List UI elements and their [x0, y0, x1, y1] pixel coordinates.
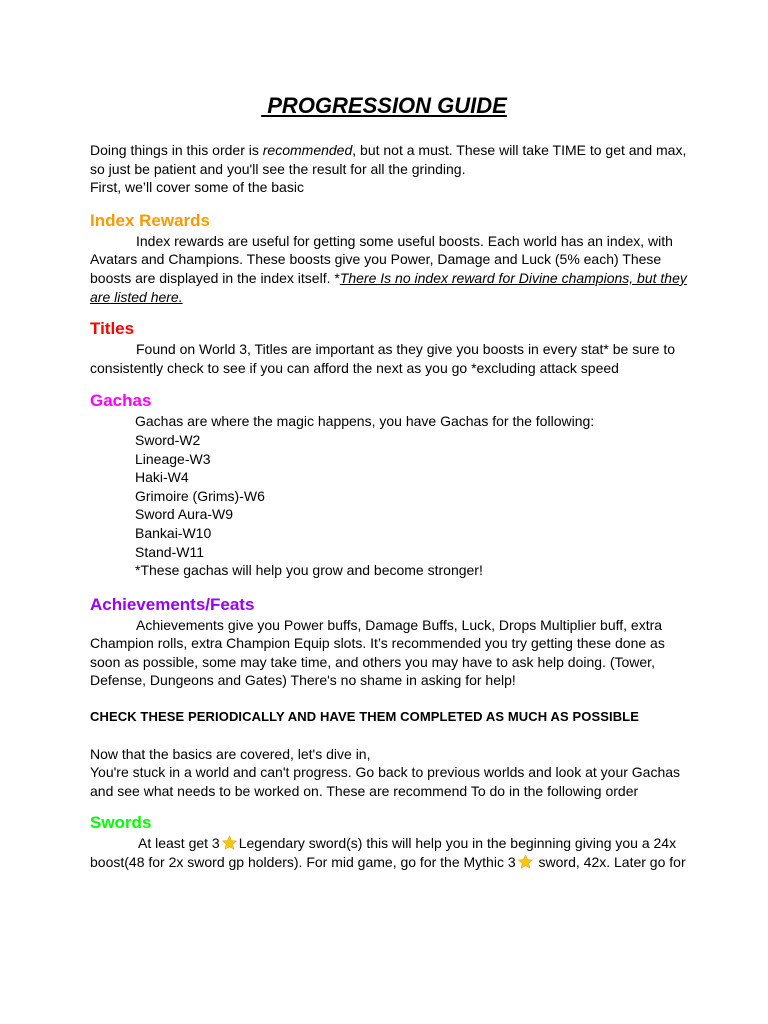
swords-text-1: At least get 3 — [138, 835, 220, 852]
star-icon — [221, 835, 238, 851]
list-item: Sword-W2 — [135, 431, 201, 448]
basics-line-1: Now that the basics are covered, let's dive in, — [90, 745, 371, 762]
list-item: Bankai-W10 — [135, 524, 212, 541]
list-item: Haki-W4 — [135, 469, 189, 486]
basics-covered-block — [90, 745, 690, 801]
check-notice: CHECK THESE PERIODICALLY AND HAVE THEM COMPLETED AS MUCH AS POSSIBLE — [90, 709, 639, 725]
index-rewards-paragraph — [90, 232, 690, 306]
intro-paragraph — [90, 141, 690, 178]
intro-text-2: , but not a must. These will take TIME to get and max, so just be patient and you'll see the result for all the grinding. — [90, 142, 687, 177]
intro-text-1: Doing things in this order is — [90, 142, 263, 158]
star-icon — [517, 854, 534, 870]
gachas-list — [90, 412, 690, 579]
achievements-paragraph: Achievements give you Power buffs, Damage Buffs, Luck, Drops Multiplier buff, extra Champion rolls, extra Champion Equip slots. It’s recommended you try getting these done as soon as possible, some may take time, and others you may have to ask help doing. (Tower, Defense, Dungeons and Gates) There's no shame in asking for help! — [90, 616, 665, 689]
intro-emphasis: recommended — [262, 142, 353, 158]
document-body — [90, 141, 690, 872]
basics-line-2: You're stuck in a world and can't progress. Go back to previous worlds and look at your Gachas and see what needs to be worked on. These are recommend To do in the following order — [90, 764, 681, 799]
heading-gachas: Gachas — [90, 391, 152, 411]
swords-text-3: sword, 42x. Later go for — [534, 854, 686, 871]
heading-index-rewards: Index Rewards — [90, 210, 210, 230]
intro-line-2: First, we’ll cover some of the basic — [90, 179, 304, 196]
list-item: Grimoire (Grims)-W6 — [135, 487, 265, 504]
gachas-note: *These gachas will help you grow and become stronger! — [135, 562, 483, 579]
list-item: Sword Aura-W9 — [135, 506, 234, 523]
list-item: Stand-W11 — [135, 543, 204, 560]
swords-text-2: Legendary sword(s) this will help you in the beginning giving you a 24x boost(48 for 2x sword gp holders). For mid game, go for the Mythic 3 — [90, 835, 677, 871]
swords-paragraph — [90, 834, 690, 871]
list-item: Lineage-W3 — [135, 450, 211, 467]
heading-achievements: Achievements/Feats — [90, 594, 255, 614]
index-rewards-text: Index rewards are useful for getting some useful boosts. Each world has an index, with Avatars and Champions. These boosts give you Power, Damage and Luck (5% each) These boosts are displayed in the index itself. * — [90, 232, 673, 286]
index-rewards-link[interactable]: There Is no index reward for Divine champions, but they are listed here. — [90, 269, 687, 305]
titles-paragraph: Found on World 3, Titles are important as they give you boosts in every stat* be sure to consistently check to see if you can afford the next as you go *excluding attack speed — [90, 341, 676, 376]
heading-titles: Titles — [90, 319, 135, 339]
heading-swords: Swords — [90, 813, 152, 833]
gachas-intro: Gachas are where the magic happens, you have Gachas for the following: — [135, 413, 595, 430]
page-title: PROGRESSION GUIDE — [261, 93, 507, 118]
